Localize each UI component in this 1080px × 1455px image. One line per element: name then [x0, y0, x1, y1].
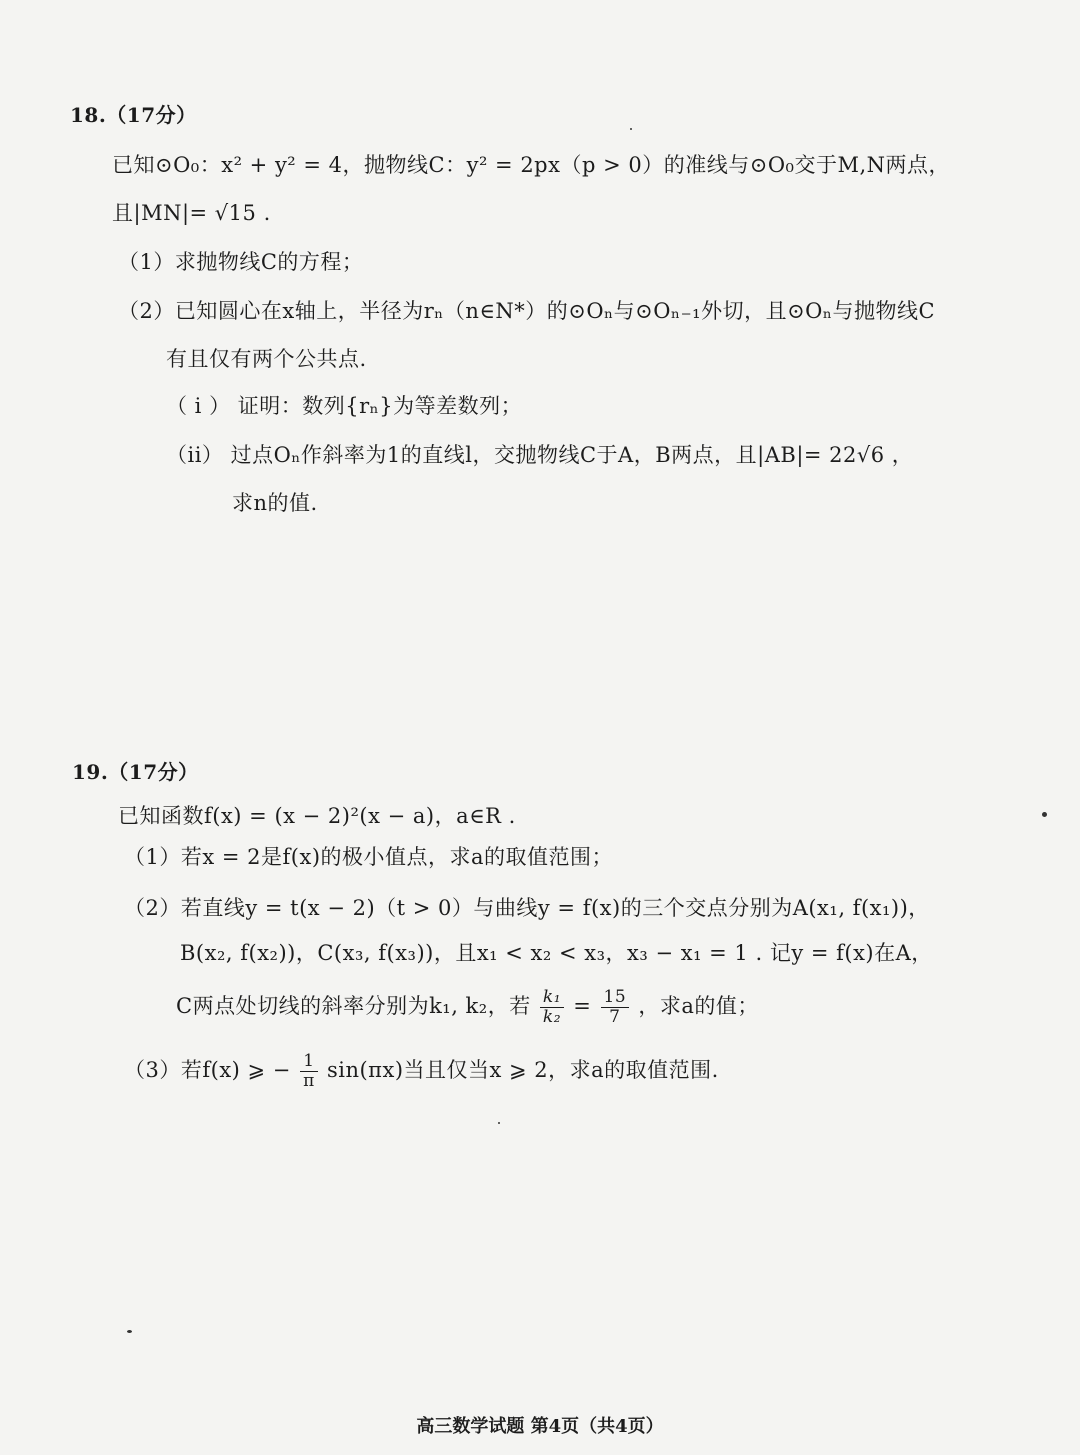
q18-stem-line1: 已知⊙O₀：x² + y² = 4，抛物线C：y² = 2px（p > 0）的准线与⊙O₀交于M,N两点， — [112, 153, 951, 177]
q19-header: 19.（17分） — [72, 760, 199, 784]
q18-part2-line1: （2）已知圆心在x轴上，半径为rₙ（n∈N*）的⊙Oₙ与⊙Oₙ₋₁外切，且⊙Oₙ与抛物线C — [118, 299, 936, 323]
scan-speck — [127, 1330, 132, 1333]
scan-speck — [630, 128, 632, 130]
equals-sign: = — [573, 994, 592, 1018]
fraction-denominator: k₂ — [542, 1007, 562, 1027]
fraction-numerator: 1 — [300, 1052, 318, 1072]
q19-stem: 已知函数f(x) = (x − 2)²(x − a)，a∈R . — [118, 804, 516, 828]
fraction-15-over-7 — [601, 988, 630, 1027]
q19-part2-line1: （2）若直线y = t(x − 2)（t > 0）与曲线y = f(x)的三个交点分别为A(x₁, f(x₁))， — [124, 896, 930, 920]
fraction-numerator: k₁ — [540, 988, 564, 1008]
q19-part1: （1）若x = 2是f(x)的极小值点，求a的取值范围； — [124, 845, 614, 869]
q18-subpart-i: （ i ） 证明：数列{rₙ}为等差数列； — [166, 394, 523, 418]
fraction-k1-over-k2 — [540, 988, 564, 1027]
scan-speck — [1042, 812, 1047, 817]
watermark — [755, 1430, 1075, 1455]
q18-part1: （1）求抛物线C的方程； — [118, 250, 364, 274]
q18-subpart-ii-line2: 求n的值. — [232, 491, 318, 515]
scan-speck — [498, 1122, 500, 1124]
fraction-numerator: 15 — [601, 988, 630, 1008]
q19-part2-line3-text: C两点处切线的斜率分别为k₁, k₂，若 — [176, 994, 531, 1018]
fraction-1-over-pi — [300, 1052, 318, 1091]
q18-subpart-ii-line1: （ii） 过点Oₙ作斜率为1的直线l，交抛物线C于A，B两点，且|AB|= 22√6 ， — [166, 443, 914, 467]
q19-part3-text: （3）若f(x) ⩾ − — [124, 1058, 291, 1082]
fraction-denominator: 7 — [609, 1007, 621, 1027]
page-footer: 高三数学试题 第4页（共4页） — [416, 1416, 664, 1437]
q19-part2-line3-tail: ，求a的值； — [638, 994, 759, 1018]
q18-stem-line2: 且|MN|= √15 . — [112, 201, 271, 225]
q19-part2-line2: B(x₂, f(x₂))，C(x₃, f(x₃))，且x₁ < x₂ < x₃，x₃ − x₁ = 1 . 记y = f(x)在A， — [180, 941, 933, 965]
q19-part3 — [124, 1052, 719, 1091]
q19-part2-line3 — [176, 988, 759, 1027]
q18-header: 18.（17分） — [70, 103, 197, 127]
fraction-denominator: π — [303, 1071, 315, 1091]
q19-part3-tail: sin(πx)当且仅当x ⩾ 2，求a的取值范围. — [326, 1058, 719, 1082]
q18-part2-line2: 有且仅有两个公共点. — [166, 347, 367, 371]
